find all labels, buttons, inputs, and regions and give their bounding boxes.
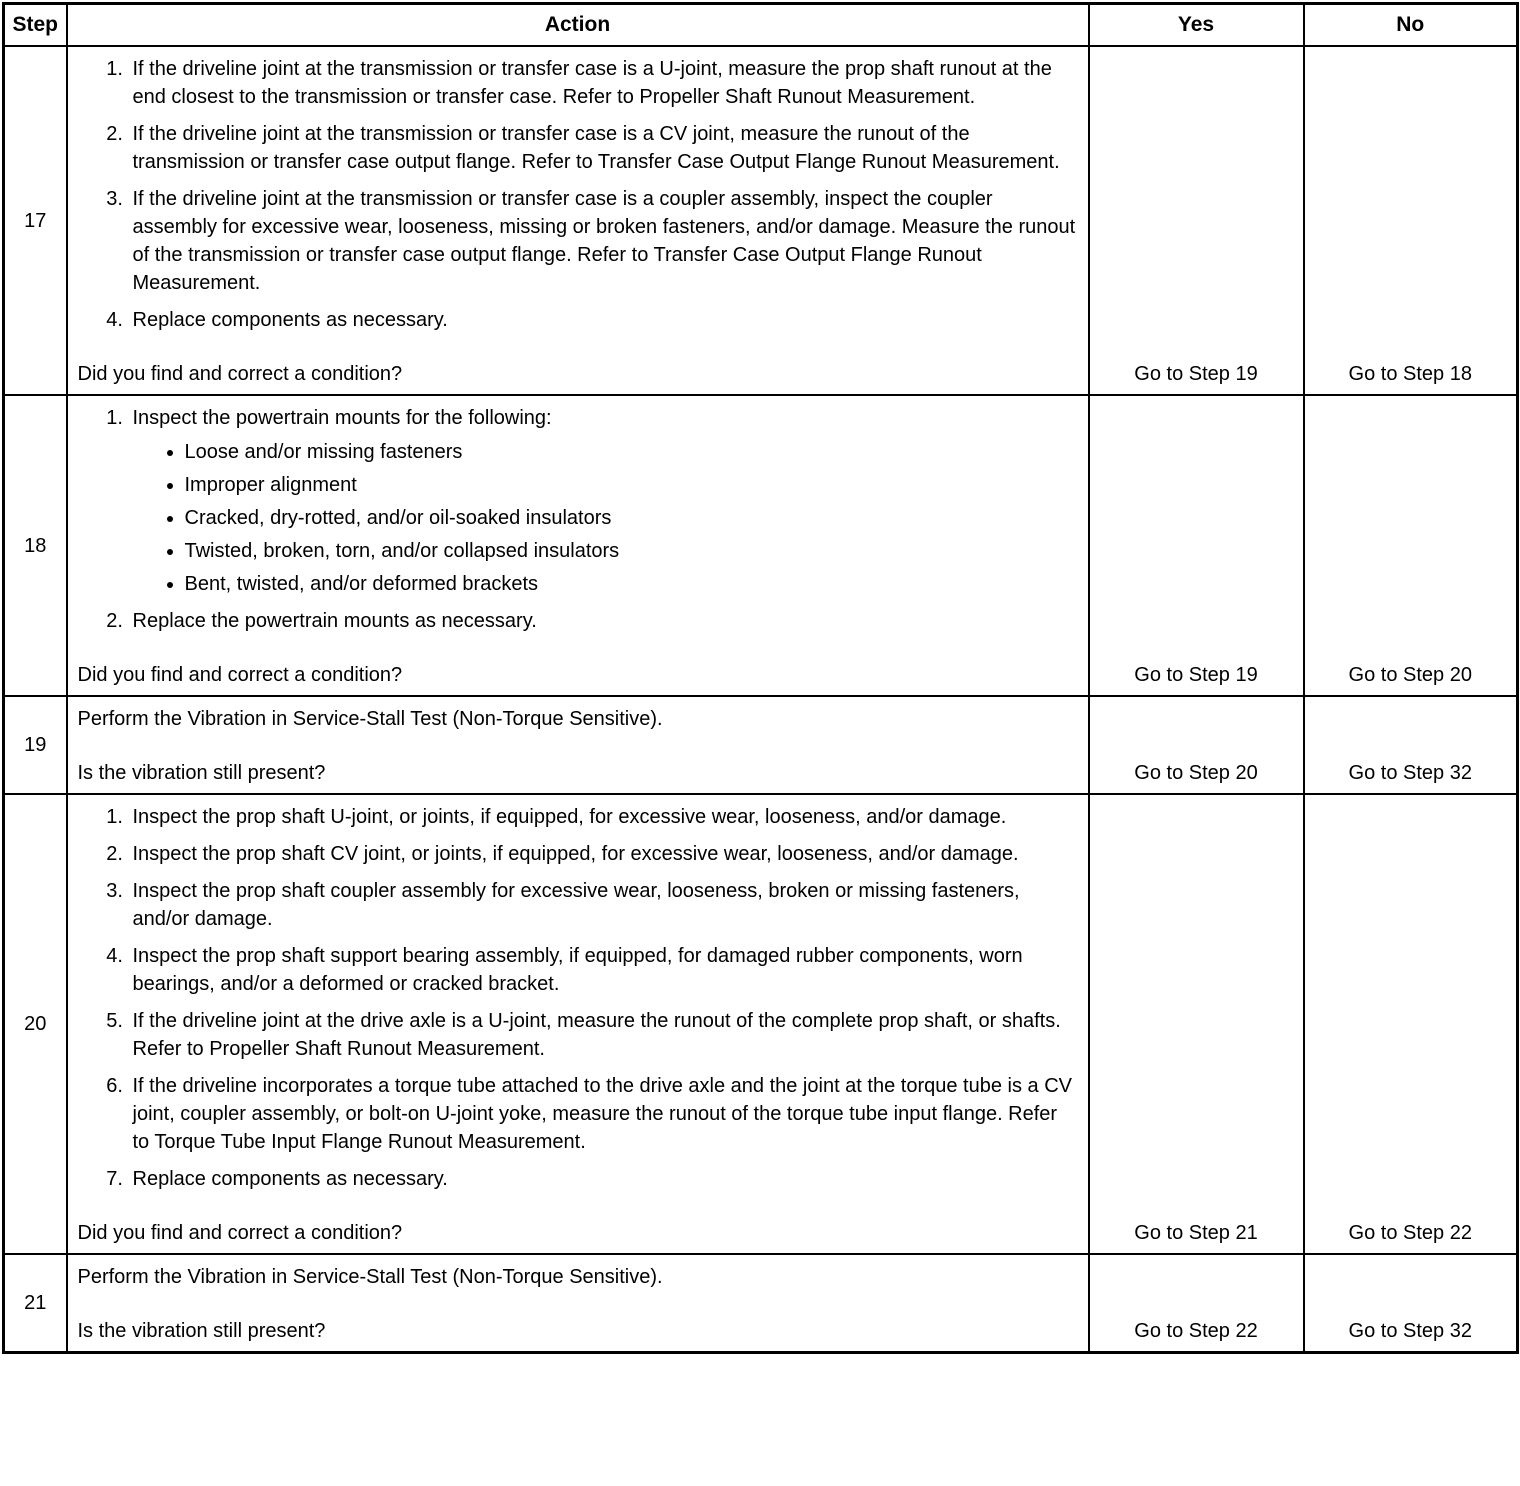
bullet-item: • Improper alignment	[185, 471, 1078, 499]
yes-cell: Go to Step 20	[1089, 696, 1304, 794]
action-list	[78, 803, 1078, 1193]
step-number: 18	[4, 395, 67, 696]
action-cell	[67, 395, 1089, 696]
question-text: Is the vibration still present?	[77, 1320, 326, 1342]
action-item: 6. If the driveline incorporates a torque tube attached to the drive axle and the joint at the torque tube is a CV joint, coupler assembly, or bolt-on U-joint yoke, measure the runout of the torque tube input flange. Refer to Torque Tube Input Flange Runout Measurement.	[129, 1072, 1078, 1156]
diagnostic-table	[2, 2, 1519, 1354]
action-paragraph: Perform the Vibration in Service-Stall Test (Non-Torque Sensitive).	[77, 1266, 663, 1288]
no-cell: Go to Step 32	[1304, 696, 1518, 794]
step-number: 20	[4, 794, 67, 1254]
manual-page	[0, 2, 1520, 1486]
header-step: Step	[4, 4, 67, 47]
action-item	[129, 404, 1078, 598]
no-cell: Go to Step 32	[1304, 1254, 1518, 1353]
action-item: 1. Inspect the prop shaft U-joint, or joints, if equipped, for excessive wear, looseness, and/or damage.	[129, 803, 1078, 831]
action-list	[78, 55, 1078, 334]
table-header-row	[4, 4, 1518, 47]
row-step-21	[4, 1254, 1518, 1353]
action-item: 3. Inspect the prop shaft coupler assembly for excessive wear, looseness, broken or missing fasteners, and/or damage.	[129, 877, 1078, 933]
action-item: 2. Replace the powertrain mounts as necessary.	[129, 607, 1078, 635]
row-step-19	[4, 696, 1518, 794]
action-cell	[67, 1254, 1089, 1353]
row-step-18	[4, 395, 1518, 696]
yes-cell: Go to Step 19	[1089, 46, 1304, 395]
action-item: 2. If the driveline joint at the transmission or transfer case is a CV joint, measure the runout of the transmission or transfer case output flange. Refer to Transfer Case Output Flange Runout Measurement.	[129, 120, 1078, 176]
row-step-20	[4, 794, 1518, 1254]
action-item-text: Inspect the powertrain mounts for the following:	[132, 407, 552, 429]
question-text: Did you find and correct a condition?	[77, 363, 403, 385]
action-item: 5. If the driveline joint at the drive axle is a U-joint, measure the runout of the complete prop shaft, or shafts. Refer to Propeller Shaft Runout Measurement.	[129, 1007, 1078, 1063]
header-yes: Yes	[1089, 4, 1304, 47]
bullet-list	[133, 438, 1078, 598]
action-item: 2. Inspect the prop shaft CV joint, or joints, if equipped, for excessive wear, looseness, and/or damage.	[129, 840, 1078, 868]
no-cell: Go to Step 22	[1304, 794, 1518, 1254]
step-number: 19	[4, 696, 67, 794]
bullet-item: • Bent, twisted, and/or deformed brackets	[185, 570, 1078, 598]
action-item: 1. If the driveline joint at the transmission or transfer case is a U-joint, measure the prop shaft runout at the end closest to the transmission or transfer case. Refer to Propeller Shaft Runout Measurement.	[129, 55, 1078, 111]
no-cell: Go to Step 18	[1304, 46, 1518, 395]
step-number: 21	[4, 1254, 67, 1353]
action-item: 4. Replace components as necessary.	[129, 306, 1078, 334]
action-cell	[67, 46, 1089, 395]
header-no: No	[1304, 4, 1518, 47]
bullet-item: • Loose and/or missing fasteners	[185, 438, 1078, 466]
action-list	[78, 404, 1078, 635]
action-item: 3. If the driveline joint at the transmission or transfer case is a coupler assembly, inspect the coupler assembly for excessive wear, looseness, missing or broken fasteners, and/or damage. Measure the runout of the transmission or transfer case output flange. Refer to Transfer Case Output Flange Runout Measurement.	[129, 185, 1078, 297]
bullet-item: • Twisted, broken, torn, and/or collapsed insulators	[185, 537, 1078, 565]
question-text: Did you find and correct a condition?	[77, 1222, 403, 1244]
action-cell	[67, 794, 1089, 1254]
question-text: Is the vibration still present?	[77, 762, 326, 784]
header-action: Action	[67, 4, 1089, 47]
action-item: 4. Inspect the prop shaft support bearing assembly, if equipped, for damaged rubber components, worn bearings, and/or a deformed or cracked bracket.	[129, 942, 1078, 998]
no-cell: Go to Step 20	[1304, 395, 1518, 696]
yes-cell: Go to Step 19	[1089, 395, 1304, 696]
step-number: 17	[4, 46, 67, 395]
question-text: Did you find and correct a condition?	[77, 664, 403, 686]
row-step-17	[4, 46, 1518, 395]
action-cell	[67, 696, 1089, 794]
yes-cell: Go to Step 21	[1089, 794, 1304, 1254]
yes-cell: Go to Step 22	[1089, 1254, 1304, 1353]
action-paragraph: Perform the Vibration in Service-Stall Test (Non-Torque Sensitive).	[77, 708, 663, 730]
action-item: 7. Replace components as necessary.	[129, 1165, 1078, 1193]
bullet-item: • Cracked, dry-rotted, and/or oil-soaked insulators	[185, 504, 1078, 532]
